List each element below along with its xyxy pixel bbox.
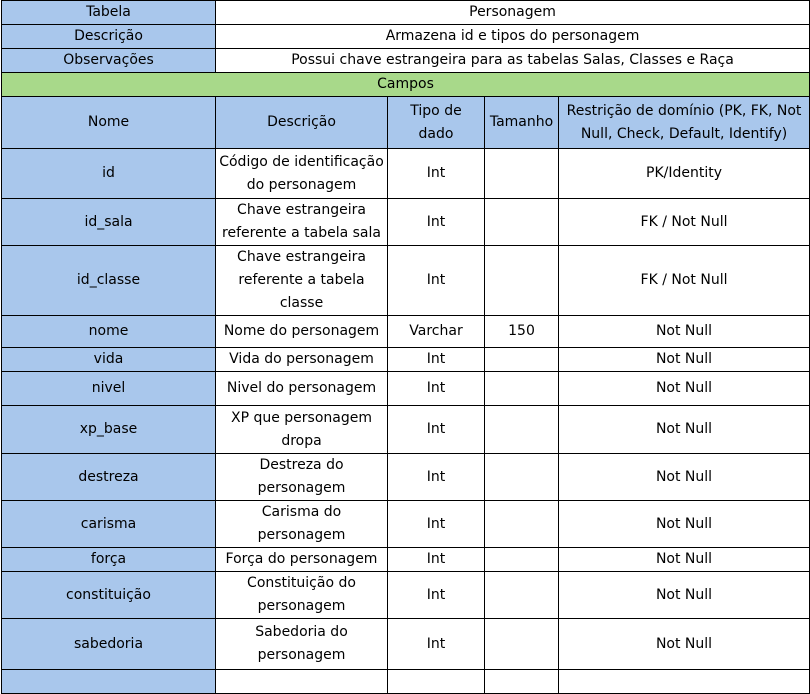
col-header-descricao: Descrição — [216, 97, 388, 149]
cell-tipo: Int — [388, 406, 485, 454]
cell-descricao: Código de identificação do personagem — [216, 149, 388, 199]
observacoes-value: Possui chave estrangeira para as tabelas Salas, Classes e Raça — [216, 49, 810, 73]
cell-restricao: Not Null — [559, 454, 810, 501]
data-dictionary-table — [1, 0, 810, 694]
cell-restricao: Not Null — [559, 572, 810, 619]
meta-row-descricao — [2, 25, 810, 49]
cell-tipo: Int — [388, 149, 485, 199]
cell-tamanho — [485, 670, 559, 694]
cell-nome: vida — [2, 348, 216, 372]
cell-restricao: PK/Identity — [559, 149, 810, 199]
table-row — [2, 199, 810, 246]
cell-tamanho — [485, 501, 559, 548]
header-row — [2, 97, 810, 149]
tabela-value: Personagem — [216, 1, 810, 25]
cell-descricao — [216, 670, 388, 694]
cell-tipo: Int — [388, 548, 485, 572]
cell-tipo: Int — [388, 199, 485, 246]
cell-restricao: Not Null — [559, 316, 810, 348]
cell-descricao: Força do personagem — [216, 548, 388, 572]
table-row — [2, 454, 810, 501]
cell-descricao: Nivel do personagem — [216, 372, 388, 406]
cell-tipo: Int — [388, 246, 485, 316]
cell-restricao: Not Null — [559, 501, 810, 548]
cell-tipo — [388, 670, 485, 694]
col-header-nome: Nome — [2, 97, 216, 149]
cell-restricao: Not Null — [559, 348, 810, 372]
table-row — [2, 619, 810, 670]
cell-nome: id_classe — [2, 246, 216, 316]
table-row — [2, 348, 810, 372]
cell-descricao: Constituição do personagem — [216, 572, 388, 619]
cell-descricao: Nome do personagem — [216, 316, 388, 348]
cell-tipo: Int — [388, 572, 485, 619]
cell-nome: força — [2, 548, 216, 572]
section-row — [2, 73, 810, 97]
cell-restricao: FK / Not Null — [559, 199, 810, 246]
cell-restricao: Not Null — [559, 406, 810, 454]
cell-nome: id_sala — [2, 199, 216, 246]
cell-descricao: Carisma do personagem — [216, 501, 388, 548]
cell-descricao: Chave estrangeira referente a tabela sala — [216, 199, 388, 246]
descricao-value: Armazena id e tipos do personagem — [216, 25, 810, 49]
col-header-tipo: Tipo de dado — [388, 97, 485, 149]
col-header-restricao: Restrição de domínio (PK, FK, Not Null, Check, Default, Identify) — [559, 97, 810, 149]
col-header-tamanho: Tamanho — [485, 97, 559, 149]
tabela-label: Tabela — [2, 1, 216, 25]
cell-tamanho — [485, 619, 559, 670]
cell-nome: nivel — [2, 372, 216, 406]
table-row — [2, 149, 810, 199]
table-row — [2, 548, 810, 572]
cell-nome: destreza — [2, 454, 216, 501]
cell-tamanho — [485, 572, 559, 619]
cell-tipo: Int — [388, 372, 485, 406]
cell-nome — [2, 670, 216, 694]
cell-tipo: Varchar — [388, 316, 485, 348]
cell-tamanho — [485, 406, 559, 454]
cell-tamanho — [485, 149, 559, 199]
descricao-label: Descrição — [2, 25, 216, 49]
cell-tamanho — [485, 199, 559, 246]
cell-descricao: XP que personagem dropa — [216, 406, 388, 454]
table-row — [2, 572, 810, 619]
cell-restricao — [559, 670, 810, 694]
cell-restricao: FK / Not Null — [559, 246, 810, 316]
cell-descricao: Vida do personagem — [216, 348, 388, 372]
cell-tamanho — [485, 372, 559, 406]
cell-tamanho — [485, 454, 559, 501]
table-row — [2, 246, 810, 316]
cell-nome: constituição — [2, 572, 216, 619]
cell-tamanho — [485, 548, 559, 572]
observacoes-label: Observações — [2, 49, 216, 73]
cell-tipo: Int — [388, 348, 485, 372]
cell-tamanho — [485, 348, 559, 372]
cell-restricao: Not Null — [559, 619, 810, 670]
cell-descricao: Destreza do personagem — [216, 454, 388, 501]
cell-tipo: Int — [388, 619, 485, 670]
cell-tamanho: 150 — [485, 316, 559, 348]
cell-tamanho — [485, 246, 559, 316]
table-row — [2, 316, 810, 348]
cell-restricao: Not Null — [559, 372, 810, 406]
meta-row-observacoes — [2, 49, 810, 73]
table-row — [2, 406, 810, 454]
cell-nome: xp_base — [2, 406, 216, 454]
meta-row-tabela — [2, 1, 810, 25]
cell-tipo: Int — [388, 454, 485, 501]
cell-nome: nome — [2, 316, 216, 348]
cell-nome: id — [2, 149, 216, 199]
table-row — [2, 501, 810, 548]
cell-nome: carisma — [2, 501, 216, 548]
cell-nome: sabedoria — [2, 619, 216, 670]
cell-restricao: Not Null — [559, 548, 810, 572]
section-title: Campos — [2, 73, 810, 97]
table-row — [2, 670, 810, 694]
cell-tipo: Int — [388, 501, 485, 548]
cell-descricao: Sabedoria do personagem — [216, 619, 388, 670]
table-row — [2, 372, 810, 406]
cell-descricao: Chave estrangeira referente a tabela classe — [216, 246, 388, 316]
